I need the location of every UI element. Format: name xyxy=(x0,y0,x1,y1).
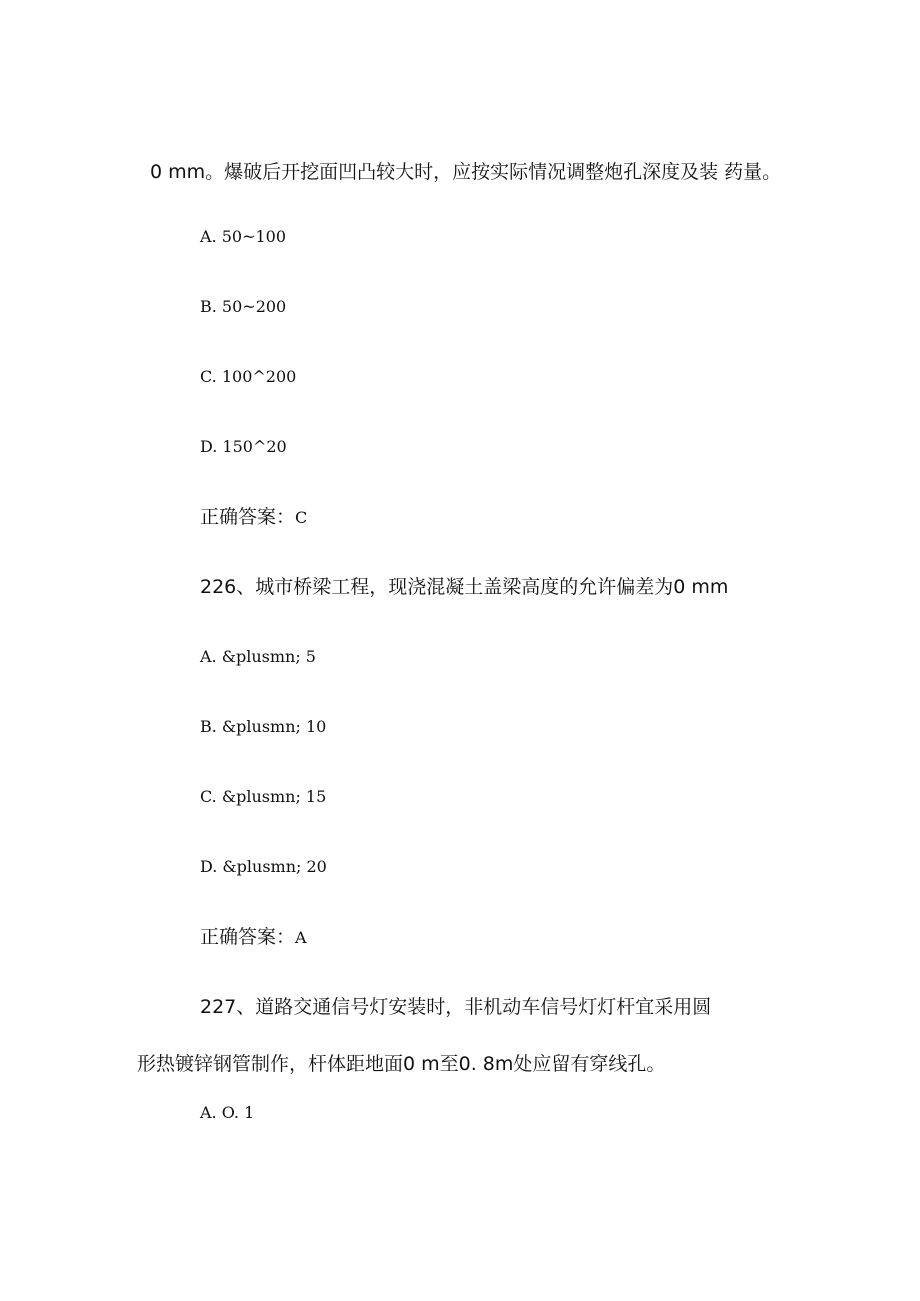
q226-option-c: C. &plusmn; 15 xyxy=(200,787,327,806)
q226-option-a: A. &plusmn; 5 xyxy=(200,647,316,666)
q225-option-c: C. 100^200 xyxy=(200,367,297,386)
q227-option-a: A. O. 1 xyxy=(200,1103,255,1122)
q227-stem-line1: 227、道路交通信号灯安装时，非机动车信号灯灯杆宜采用圆 xyxy=(200,996,712,1018)
q225-answer xyxy=(200,508,307,527)
q225-option-a: A. 50~100 xyxy=(200,227,287,246)
q226-option-d: D. &plusmn; 20 xyxy=(200,857,327,876)
answer-value: C xyxy=(295,508,308,527)
answer-label: 正确答案： xyxy=(200,926,296,948)
q225-continuation: 0 mm。爆破后开挖面凹凸较大时，应按实际情况调整炮孔深度及装 药量。 xyxy=(150,161,782,183)
answer-value: A xyxy=(295,928,307,947)
q226-answer xyxy=(200,928,307,947)
q225-option-d: D. 150^20 xyxy=(200,437,287,456)
q226-stem: 226、城市桥梁工程，现浇混凝土盖梁高度的允许偏差为0 mm xyxy=(200,576,729,598)
q227-stem-line2: 形热镀锌钢管制作，杆体距地面0 m至0. 8m处应留有穿线孔。 xyxy=(137,1053,666,1075)
q225-option-b: B. 50~200 xyxy=(200,297,287,316)
q226-option-b: B. &plusmn; 10 xyxy=(200,717,327,736)
answer-label: 正确答案： xyxy=(200,506,296,528)
